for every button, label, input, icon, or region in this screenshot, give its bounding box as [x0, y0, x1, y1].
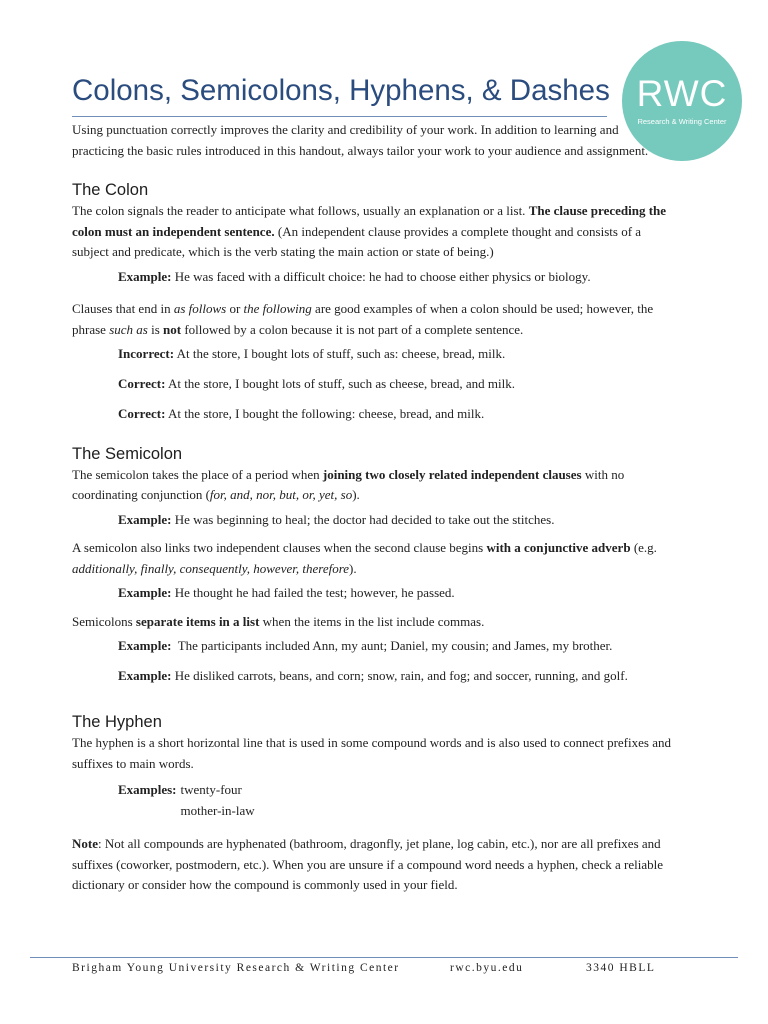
list-item: twenty-four — [180, 782, 242, 797]
rule-emphasis: with a conjunctive adverb — [486, 540, 631, 555]
text-run: Semicolons — [72, 613, 136, 629]
intro-paragraph: Using punctuation correctly improves the clarity and credibility of your work. In addition to learning and practicing the basic rules introduced in this handout, always tailor your work to your audience and assignment. — [72, 122, 649, 158]
text-run: A semicolon also links two independent clauses when the second clause begins — [72, 540, 487, 555]
text-run: when the items in the list include commas. — [259, 613, 485, 629]
colon-paragraph-1 — [72, 201, 672, 263]
example-text: At the store, I bought lots of stuff, such as: cheese, bread, milk. — [174, 346, 506, 361]
semicolon-paragraph-3 — [72, 612, 672, 633]
example-label: Example: — [118, 511, 172, 527]
example-label: Example: — [118, 638, 172, 653]
page-title: Colons, Semicolons, Hyphens, & Dashes — [72, 74, 610, 107]
example-label: Correct: — [118, 406, 166, 421]
text-run: are good examples of when a colon should be used; however, the phrase — [72, 301, 654, 337]
example-list — [181, 780, 255, 821]
example-text: He thought he had failed the test; however, he passed. — [171, 585, 455, 600]
section-heading-hyphen: The Hyphen — [72, 713, 162, 731]
text-run: ). — [352, 487, 360, 502]
footer-location: 3340 HBLL — [586, 962, 656, 974]
italic-term: for, and, nor, but, or, yet, so — [209, 487, 353, 502]
italic-term: additionally, finally, consequently, however, therefore — [72, 560, 350, 576]
italic-term: as follows — [173, 301, 227, 316]
note-text: : Not all compounds are hyphenated (bathroom, dragonfly, jet plane, log cabin, etc.), nor are all prefixes and suffixes (coworker, postmodern, etc.). When you are unsure if a compound word needs a hyphen, check a reliable dictionary or consider how the compound is commonly used in your field. — [72, 836, 664, 892]
text-run: ). — [349, 560, 357, 576]
text-run: with no coordinating conjunction ( — [72, 466, 625, 502]
footer-organization: Brigham Young University Research & Writing Center — [72, 962, 400, 974]
semicolon-example-4 — [118, 666, 672, 687]
footer-url: rwc.byu.edu — [450, 962, 524, 974]
example-label: Incorrect: — [118, 346, 175, 361]
bold-term: not — [163, 321, 182, 337]
colon-example-correct-2 — [118, 404, 672, 425]
logo-mark: RWC — [636, 73, 728, 114]
example-text: He disliked carrots, beans, and corn; snow, rain, and fog; and soccer, running, and golf. — [171, 667, 628, 683]
example-text: At the store, I bought lots of stuff, such as cheese, bread, and milk. — [165, 375, 516, 391]
logo-subtitle: Research & Writing Center — [637, 117, 727, 126]
text-run: followed by a colon because it is not part of a complete sentence. — [181, 321, 524, 337]
colon-paragraph-2 — [72, 299, 672, 340]
example-text: The participants included Ann, my aunt; Daniel, my cousin; and James, my brother. — [171, 638, 613, 653]
hyphen-paragraph-1: The hyphen is a short horizontal line that is used in some compound words and is also used to connect prefixes and suffixes to main words. — [72, 735, 671, 771]
colon-example-incorrect — [118, 344, 672, 365]
example-text: He was faced with a difficult choice: he had to choose either physics or biology. — [171, 268, 591, 284]
colon-example-1 — [118, 267, 672, 288]
hyphen-examples — [118, 780, 672, 821]
title-divider — [72, 116, 607, 117]
text-run: (An independent clause provides a complete thought and consists of a subject and predicate, which is the verb stating the main action or state of being.) — [72, 223, 642, 259]
handout-body — [72, 120, 672, 896]
section-heading-semicolon: The Semicolon — [72, 444, 183, 463]
text-run: (e.g. — [630, 540, 657, 555]
list-item: mother-in-law — [180, 802, 255, 818]
rule-emphasis: joining two closely related independent clauses — [322, 466, 582, 482]
example-label: Examples: — [118, 782, 177, 797]
italic-term: the following — [243, 301, 312, 316]
example-label: Example: — [118, 268, 172, 284]
text-run: The colon signals the reader to anticipate what follows, usually an explanation or a list. — [72, 203, 529, 218]
semicolon-example-3 — [118, 636, 672, 657]
note-label: Note — [72, 836, 98, 851]
rule-emphasis: The clause preceding the colon must an independent sentence. — [72, 203, 667, 239]
semicolon-paragraph-2 — [72, 538, 672, 579]
example-text: He was beginning to heal; the doctor had decided to take out the stitches. — [171, 511, 555, 527]
text-run: The semicolon takes the place of a period when — [72, 466, 323, 482]
example-text: At the store, I bought the following: cheese, bread, and milk. — [165, 406, 485, 421]
text-run: Clauses that end in — [72, 301, 174, 316]
text-run: or — [226, 301, 244, 316]
hyphen-note — [72, 834, 672, 896]
italic-term: such as — [109, 321, 148, 337]
colon-example-correct-1 — [118, 374, 672, 395]
example-label: Example: — [118, 667, 172, 683]
text-run: is — [147, 321, 163, 337]
footer-divider — [30, 957, 738, 958]
example-label: Example: — [118, 585, 172, 600]
example-label: Correct: — [118, 375, 166, 391]
section-heading-colon: The Colon — [72, 181, 149, 199]
semicolon-example-2 — [118, 583, 672, 604]
semicolon-paragraph-1 — [72, 465, 672, 506]
semicolon-example-1 — [118, 510, 672, 531]
rule-emphasis: separate items in a list — [135, 613, 260, 629]
